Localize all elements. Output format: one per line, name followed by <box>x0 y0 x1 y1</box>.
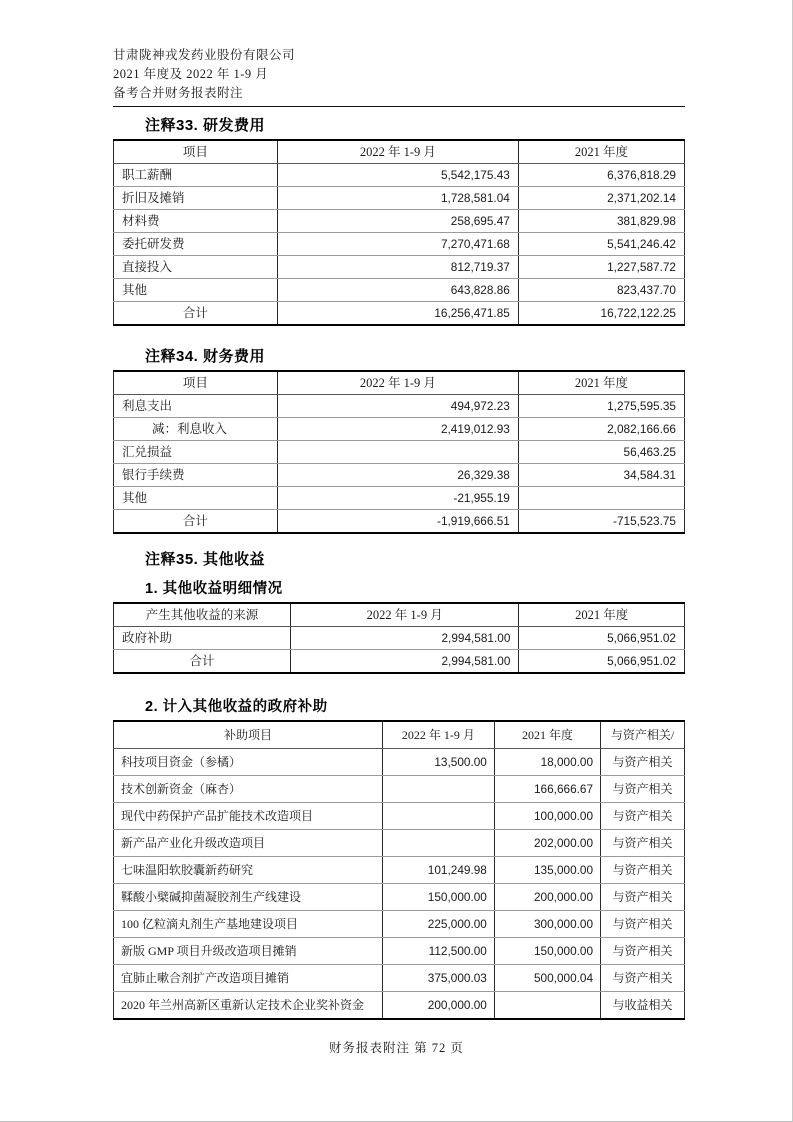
table-row <box>114 441 685 464</box>
table-row <box>114 857 685 884</box>
table-cell: 5,542,175.43 <box>277 164 518 187</box>
table-cell: 494,972.23 <box>277 395 518 418</box>
table-row <box>114 487 685 510</box>
table-cell: 1,728,581.04 <box>277 187 518 210</box>
table-cell <box>518 487 684 510</box>
section-heading-note33: 注释33. 研发费用 <box>145 117 266 134</box>
table-cell: 112,500.00 <box>382 938 494 965</box>
table-total-row <box>114 650 685 674</box>
table-cell <box>494 992 600 1020</box>
rd-expenses-table <box>113 139 685 326</box>
table-cell: 135,000.00 <box>494 857 600 884</box>
column-header: 补助项目 <box>114 721 383 749</box>
table-cell: 26,329.38 <box>277 464 518 487</box>
table-cell <box>382 803 494 830</box>
table-cell: 科技项目资金（参橘） <box>114 749 383 776</box>
column-header: 产生其他收益的来源 <box>114 603 291 627</box>
table-cell <box>382 830 494 857</box>
table-cell: 政府补助 <box>114 627 291 650</box>
table-cell: 1,227,587.72 <box>518 256 684 279</box>
table-row <box>114 627 685 650</box>
table-cell: 与资产相关 <box>601 884 685 911</box>
table-cell: 2,994,581.00 <box>291 650 519 674</box>
table-cell: 225,000.00 <box>382 911 494 938</box>
table-cell: 375,000.03 <box>382 965 494 992</box>
table-cell: 18,000.00 <box>494 749 600 776</box>
table-row <box>114 749 685 776</box>
table-cell: 与收益相关 <box>601 992 685 1020</box>
table-row <box>114 911 685 938</box>
table-cell: 1,275,595.35 <box>518 395 684 418</box>
report-title: 备考合并财务报表附注 <box>113 86 244 100</box>
table-header-row <box>114 371 685 395</box>
report-period: 2021 年度及 2022 年 1-9 月 <box>113 67 269 81</box>
table-cell: 6,376,818.29 <box>518 164 684 187</box>
table-cell: 新版 GMP 项目升级改造项目摊销 <box>114 938 383 965</box>
column-header: 2022 年 1-9 月 <box>382 721 494 749</box>
table-cell: 与资产相关 <box>601 830 685 857</box>
table-cell: 汇兑损益 <box>114 441 278 464</box>
table-cell: 101,249.98 <box>382 857 494 884</box>
table-cell: 七味温阳软胶囊新药研究 <box>114 857 383 884</box>
table-cell: -21,955.19 <box>277 487 518 510</box>
table-cell: 643,828.86 <box>277 279 518 302</box>
table-row <box>114 164 685 187</box>
table-cell: 2,994,581.00 <box>291 627 519 650</box>
table-cell: 银行手续费 <box>114 464 278 487</box>
column-header: 与资产相关/ <box>601 721 685 749</box>
table-cell: 2,082,166.66 <box>518 418 684 441</box>
table-cell: 16,256,471.85 <box>277 302 518 326</box>
table-cell <box>382 776 494 803</box>
table-cell: 5,541,246.42 <box>518 233 684 256</box>
table-cell: 166,666.67 <box>494 776 600 803</box>
table-cell: 100,000.00 <box>494 803 600 830</box>
subsection-heading-gov-subsidies: 2. 计入其他收益的政府补助 <box>145 699 328 715</box>
table-cell: 150,000.00 <box>382 884 494 911</box>
table-cell: 2,371,202.14 <box>518 187 684 210</box>
table-cell: 100 亿粒滴丸剂生产基地建设项目 <box>114 911 383 938</box>
table-cell: 200,000.00 <box>494 884 600 911</box>
table-cell: 合计 <box>114 510 278 534</box>
document-header <box>113 46 685 107</box>
table-cell: 减：利息收入 <box>114 418 278 441</box>
table-row <box>114 803 685 830</box>
table-total-row <box>114 302 685 326</box>
page-footer: 财务报表附注 第 72 页 <box>329 1041 464 1055</box>
table-cell: 委托研发费 <box>114 233 278 256</box>
other-income-table <box>113 602 685 674</box>
table-cell: 7,270,471.68 <box>277 233 518 256</box>
table-row <box>114 279 685 302</box>
column-header: 2021 年度 <box>518 371 684 395</box>
table-cell: -715,523.75 <box>518 510 684 534</box>
table-cell: 与资产相关 <box>601 965 685 992</box>
column-header: 2022 年 1-9 月 <box>277 140 518 164</box>
section-heading-note35: 注释35. 其他收益 <box>145 551 266 568</box>
column-header: 2022 年 1-9 月 <box>291 603 519 627</box>
table-cell: 381,829.98 <box>518 210 684 233</box>
table-cell: 与资产相关 <box>601 911 685 938</box>
table-row <box>114 210 685 233</box>
table-cell: 150,000.00 <box>494 938 600 965</box>
table-cell: 2,419,012.93 <box>277 418 518 441</box>
table-cell: 合计 <box>114 650 291 674</box>
column-header: 2021 年度 <box>518 140 684 164</box>
table-total-row <box>114 510 685 534</box>
table-cell: 5,066,951.02 <box>519 627 685 650</box>
subsection-heading-other-income-detail: 1. 其他收益明细情况 <box>145 581 283 597</box>
table-cell: 鞣酸小檗碱抑菌凝胶剂生产线建设 <box>114 884 383 911</box>
table-row <box>114 830 685 857</box>
table-cell: 技术创新资金（麻杏） <box>114 776 383 803</box>
header-divider <box>113 106 685 107</box>
table-cell: 与资产相关 <box>601 857 685 884</box>
table-cell: 34,584.31 <box>518 464 684 487</box>
table-cell: 与资产相关 <box>601 803 685 830</box>
table-cell: 直接投入 <box>114 256 278 279</box>
table-cell <box>277 441 518 464</box>
table-cell: 200,000.00 <box>382 992 494 1020</box>
table-header-row <box>114 603 685 627</box>
column-header: 项目 <box>114 371 278 395</box>
table-row <box>114 992 685 1020</box>
table-header-row <box>114 721 685 749</box>
table-cell: 823,437.70 <box>518 279 684 302</box>
table-row <box>114 776 685 803</box>
table-cell: 16,722,122.25 <box>518 302 684 326</box>
table-row <box>114 187 685 210</box>
table-header-row <box>114 140 685 164</box>
table-cell: 2020 年兰州高新区重新认定技术企业奖补资金 <box>114 992 383 1020</box>
table-cell: 812,719.37 <box>277 256 518 279</box>
table-cell: 56,463.25 <box>518 441 684 464</box>
table-row <box>114 395 685 418</box>
financial-expenses-table <box>113 370 685 534</box>
table-row <box>114 418 685 441</box>
column-header: 2022 年 1-9 月 <box>277 371 518 395</box>
table-cell: -1,919,666.51 <box>277 510 518 534</box>
column-header: 2021 年度 <box>494 721 600 749</box>
table-row <box>114 233 685 256</box>
table-row <box>114 256 685 279</box>
table-cell: 202,000.00 <box>494 830 600 857</box>
company-name: 甘肃陇神戎发药业股份有限公司 <box>113 48 296 62</box>
table-row <box>114 938 685 965</box>
table-cell: 5,066,951.02 <box>519 650 685 674</box>
column-header: 项目 <box>114 140 278 164</box>
table-cell: 材料费 <box>114 210 278 233</box>
table-cell: 与资产相关 <box>601 938 685 965</box>
table-cell: 300,000.00 <box>494 911 600 938</box>
table-row <box>114 884 685 911</box>
table-cell: 宜肺止嗽合剂扩产改造项目摊销 <box>114 965 383 992</box>
table-cell: 258,695.47 <box>277 210 518 233</box>
page-content <box>113 46 685 1020</box>
table-cell: 13,500.00 <box>382 749 494 776</box>
table-cell: 新产品产业化升级改造项目 <box>114 830 383 857</box>
column-header: 2021 年度 <box>519 603 685 627</box>
table-cell: 现代中药保护产品扩能技术改造项目 <box>114 803 383 830</box>
table-cell: 其他 <box>114 279 278 302</box>
table-cell: 与资产相关 <box>601 749 685 776</box>
table-cell: 其他 <box>114 487 278 510</box>
table-cell: 折旧及摊销 <box>114 187 278 210</box>
table-row <box>114 464 685 487</box>
table-cell: 职工薪酬 <box>114 164 278 187</box>
table-cell: 利息支出 <box>114 395 278 418</box>
table-cell: 500,000.04 <box>494 965 600 992</box>
table-cell: 合计 <box>114 302 278 326</box>
table-row <box>114 965 685 992</box>
section-heading-note34: 注释34. 财务费用 <box>145 348 266 365</box>
gov-subsidies-table <box>113 720 685 1020</box>
table-cell: 与资产相关 <box>601 776 685 803</box>
